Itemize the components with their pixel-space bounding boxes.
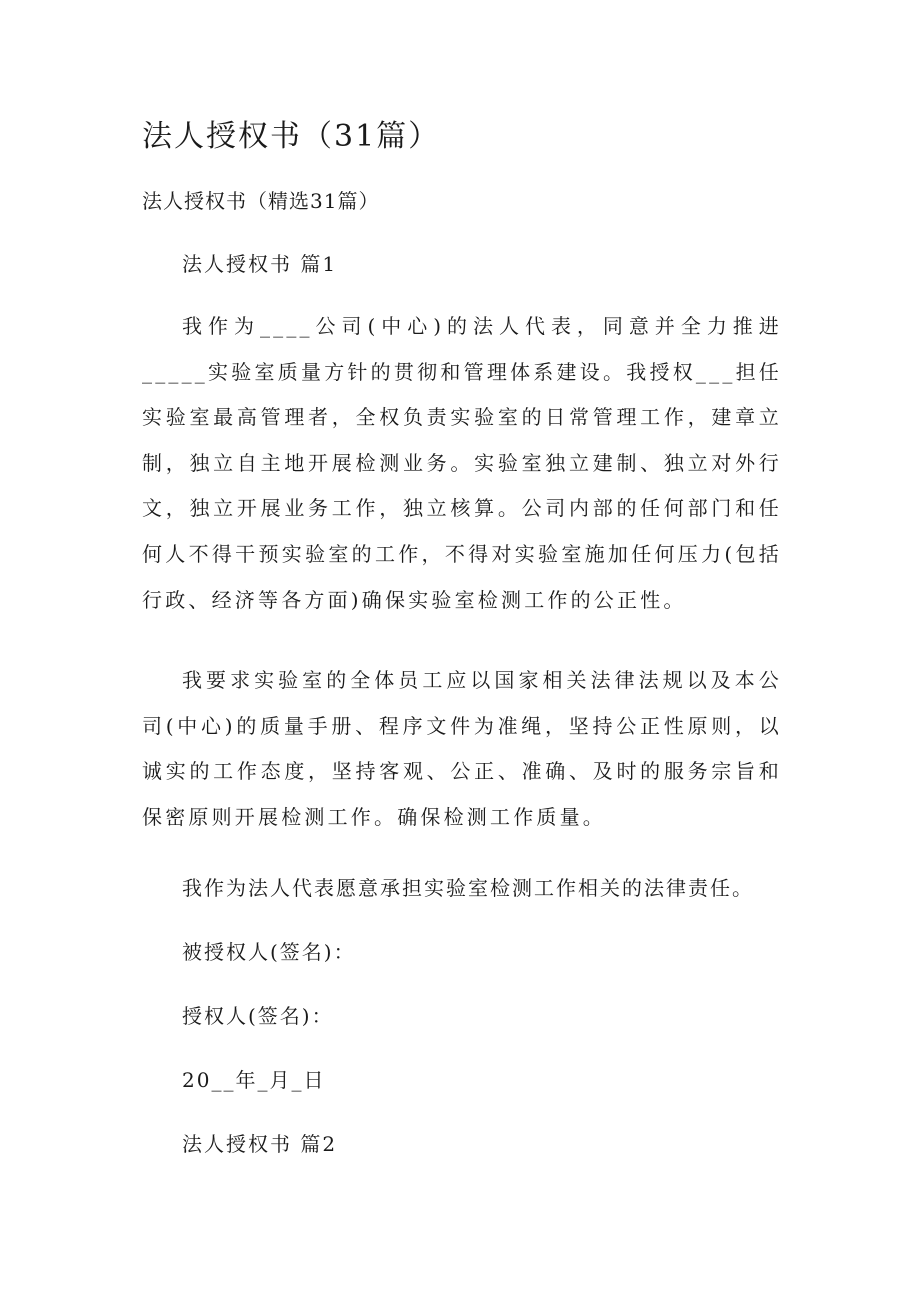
document-subtitle: 法人授权书（精选31篇） bbox=[142, 189, 380, 213]
authorizer-signature-label: 授权人(签名)： bbox=[182, 1004, 334, 1028]
authorized-person-signature-label: 被授权人(签名)： bbox=[182, 940, 356, 964]
paragraph-3: 我作为法人代表愿意承担实验室检测工作相关的法律责任。 bbox=[182, 876, 754, 900]
document-title: 法人授权书（31篇） bbox=[142, 119, 441, 154]
paragraph-2: 我要求实验室的全体员工应以国家相关法律法规以及本公司(中心)的质量手册、程序文件为准绳，坚持公正性原则，以诚实的工作态度，坚持客观、公正、准确、及时的服务宗旨和保密原则开展检测工作。确保检测工作质量。 bbox=[142, 668, 782, 829]
section-heading-2: 法人授权书 篇2 bbox=[182, 1132, 338, 1156]
date-line: 20__年_月_日 bbox=[182, 1068, 326, 1092]
section-heading-1: 法人授权书 篇1 bbox=[182, 252, 338, 276]
paragraph-1: 我作为____公司(中心)的法人代表，同意并全力推进_____实验室质量方针的贯彻和管理体系建设。我授权___担任实验室最高管理者，全权负责实验室的日常管理工作，建章立制，独立自主地开展检测业务。实验室独立建制、独立对外行文，独立开展业务工作，独立核算。公司内部的任何部门和任何人不得干预实验室的工作，不得对实验室施加任何压力(包括行政、经济等各方面)确保实验室检测工作的公正性。 bbox=[142, 314, 782, 612]
